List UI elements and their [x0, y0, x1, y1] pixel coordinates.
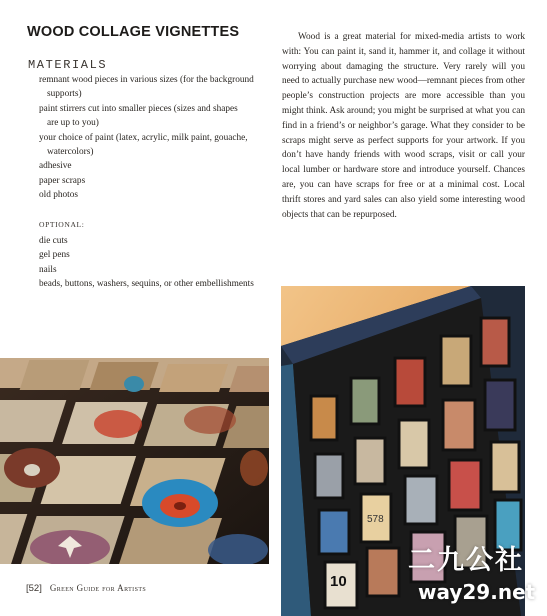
list-item: paint stirrers cut into smaller pieces (sizes and shapes are up to you)	[39, 103, 238, 129]
book-title: Green Guide for Artists	[49, 583, 147, 593]
materials-list	[39, 73, 264, 203]
tile-number-label: 10	[330, 573, 347, 590]
list-item: die cuts	[39, 236, 68, 246]
list-item: remnant wood pieces in various sizes (for the background supports)	[39, 75, 254, 100]
body-text: Wood is a great material for mixed-media artists to work with: You can paint it, sand it, hammer it, and collage it without worrying about damaging the structure. Very rarely will you need to actually purchase new wood—remnant pieces from other people’s construction projects are more accessible than you might think. Ask around; you might be surprised at what you can find in a friend’s or neighbor’s garage. What they consider to be scraps might serve as perfect supports for your artwork. If you don’t have handy friends with wood scraps, visit or call your local lumber or hardware store and introduce yourself. Chances are, you can have scraps for free or at a minimal cost. Local thrift stores and yard sales can also yield some interesting wood objects that can be repurposed.	[282, 32, 525, 220]
watermark-url: way29.net	[418, 580, 536, 604]
body-paragraph	[282, 30, 525, 222]
list-item: your choice of paint (latex, acrylic, milk paint, gouache, watercolors)	[39, 132, 248, 158]
page-footer	[26, 583, 146, 594]
watermark-cn: 二九公社	[408, 545, 524, 576]
page-number: [52]	[26, 583, 42, 594]
optional-heading: OPTIONAL:	[39, 220, 85, 229]
tile-code-label: 578	[367, 514, 384, 525]
list-item: beads, buttons, washers, sequins, or other embellishments	[39, 279, 254, 290]
photo-collage-closeup	[0, 358, 269, 564]
list-item: adhesive	[39, 161, 72, 172]
list-item: paper scraps	[39, 175, 86, 186]
page-title: WOOD COLLAGE VIGNETTES	[27, 24, 240, 40]
list-item: gel pens	[39, 250, 70, 261]
materials-heading: MATERIALS	[28, 58, 108, 72]
list-item: nails	[39, 264, 57, 275]
optional-list	[39, 234, 269, 292]
list-item: old photos	[39, 190, 78, 201]
